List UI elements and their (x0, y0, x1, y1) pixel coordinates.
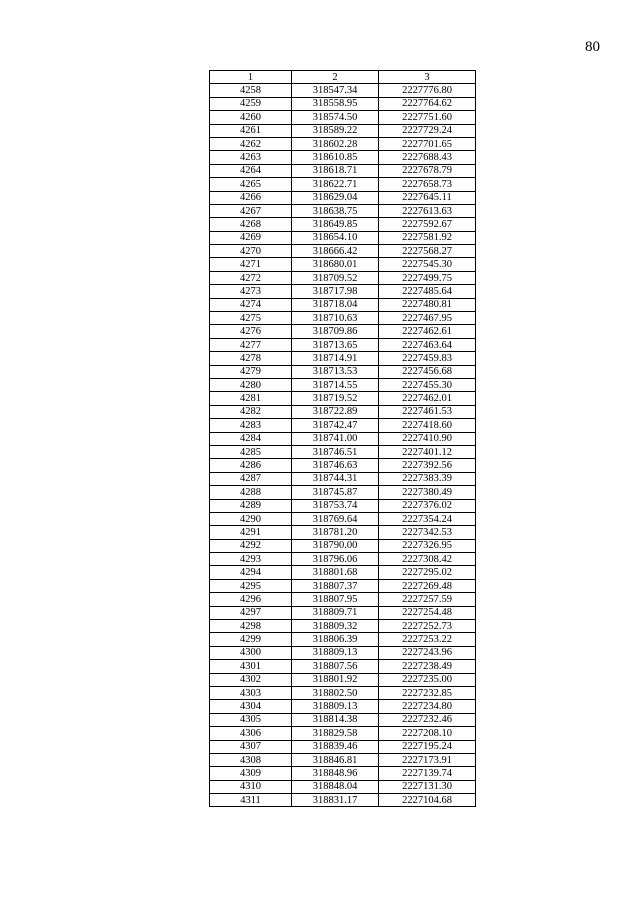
table-header-row (210, 71, 476, 84)
point-number-cell: 4288 (210, 486, 292, 499)
x-coordinate-cell: 318741.00 (292, 432, 379, 445)
table-row (210, 620, 476, 633)
y-coordinate-cell: 2227410.90 (379, 432, 476, 445)
table-row (210, 151, 476, 164)
x-coordinate-cell: 318610.85 (292, 151, 379, 164)
x-coordinate-cell: 318809.71 (292, 606, 379, 619)
x-coordinate-cell: 318713.53 (292, 365, 379, 378)
y-coordinate-cell: 2227235.00 (379, 673, 476, 686)
x-coordinate-cell: 318574.50 (292, 111, 379, 124)
x-coordinate-cell: 318745.87 (292, 486, 379, 499)
y-coordinate-cell: 2227568.27 (379, 245, 476, 258)
x-coordinate-cell: 318790.00 (292, 539, 379, 552)
table-row (210, 753, 476, 766)
point-number-cell: 4277 (210, 338, 292, 351)
y-coordinate-cell: 2227592.67 (379, 218, 476, 231)
x-coordinate-cell: 318709.86 (292, 325, 379, 338)
y-coordinate-cell: 2227342.53 (379, 526, 476, 539)
point-number-cell: 4287 (210, 472, 292, 485)
table-row (210, 432, 476, 445)
y-coordinate-cell: 2227104.68 (379, 794, 476, 807)
point-number-cell: 4271 (210, 258, 292, 271)
point-number-cell: 4270 (210, 245, 292, 258)
x-coordinate-cell: 318602.28 (292, 137, 379, 150)
y-coordinate-cell: 2227459.83 (379, 352, 476, 365)
table-row (210, 526, 476, 539)
table-row (210, 312, 476, 325)
y-coordinate-cell: 2227238.49 (379, 660, 476, 673)
table-row (210, 686, 476, 699)
table-row (210, 579, 476, 592)
point-number-cell: 4303 (210, 686, 292, 699)
table-row (210, 445, 476, 458)
y-coordinate-cell: 2227581.92 (379, 231, 476, 244)
y-coordinate-cell: 2227195.24 (379, 740, 476, 753)
x-coordinate-cell: 318680.01 (292, 258, 379, 271)
x-coordinate-cell: 318649.85 (292, 218, 379, 231)
y-coordinate-cell: 2227308.42 (379, 553, 476, 566)
point-number-cell: 4264 (210, 164, 292, 177)
x-coordinate-cell: 318781.20 (292, 526, 379, 539)
table-row (210, 365, 476, 378)
x-coordinate-cell: 318809.13 (292, 646, 379, 659)
point-number-cell: 4260 (210, 111, 292, 124)
y-coordinate-cell: 2227326.95 (379, 539, 476, 552)
table-row (210, 245, 476, 258)
x-coordinate-cell: 318769.64 (292, 512, 379, 525)
x-coordinate-cell: 318654.10 (292, 231, 379, 244)
table-row (210, 137, 476, 150)
y-coordinate-cell: 2227232.85 (379, 686, 476, 699)
point-number-cell: 4294 (210, 566, 292, 579)
point-number-cell: 4306 (210, 727, 292, 740)
point-number-cell: 4299 (210, 633, 292, 646)
x-coordinate-cell: 318839.46 (292, 740, 379, 753)
point-number-cell: 4286 (210, 459, 292, 472)
table-row (210, 459, 476, 472)
x-coordinate-cell: 318829.58 (292, 727, 379, 740)
y-coordinate-cell: 2227401.12 (379, 445, 476, 458)
x-coordinate-cell: 318806.39 (292, 633, 379, 646)
table-row (210, 392, 476, 405)
x-coordinate-cell: 318719.52 (292, 392, 379, 405)
point-number-cell: 4265 (210, 178, 292, 191)
point-number-cell: 4300 (210, 646, 292, 659)
y-coordinate-cell: 2227234.80 (379, 700, 476, 713)
y-coordinate-cell: 2227467.95 (379, 312, 476, 325)
x-coordinate-cell: 318742.47 (292, 419, 379, 432)
x-coordinate-cell: 318638.75 (292, 204, 379, 217)
table-row (210, 338, 476, 351)
table-row (210, 486, 476, 499)
table-row (210, 512, 476, 525)
table-row (210, 231, 476, 244)
table-row (210, 553, 476, 566)
x-coordinate-cell: 318848.04 (292, 780, 379, 793)
point-number-cell: 4279 (210, 365, 292, 378)
y-coordinate-cell: 2227232.46 (379, 713, 476, 726)
y-coordinate-cell: 2227257.59 (379, 593, 476, 606)
table-row (210, 325, 476, 338)
point-number-cell: 4273 (210, 285, 292, 298)
y-coordinate-cell: 2227376.02 (379, 499, 476, 512)
table-row (210, 660, 476, 673)
point-number-cell: 4258 (210, 84, 292, 97)
point-number-cell: 4267 (210, 204, 292, 217)
table-row (210, 646, 476, 659)
point-number-cell: 4283 (210, 419, 292, 432)
table-row (210, 794, 476, 807)
x-coordinate-cell: 318629.04 (292, 191, 379, 204)
table-row (210, 378, 476, 391)
y-coordinate-cell: 2227729.24 (379, 124, 476, 137)
y-coordinate-cell: 2227678.79 (379, 164, 476, 177)
x-coordinate-cell: 318589.22 (292, 124, 379, 137)
y-coordinate-cell: 2227499.75 (379, 271, 476, 284)
point-number-cell: 4289 (210, 499, 292, 512)
y-coordinate-cell: 2227139.74 (379, 767, 476, 780)
table-row (210, 352, 476, 365)
point-number-cell: 4281 (210, 392, 292, 405)
table-row (210, 713, 476, 726)
y-coordinate-cell: 2227254.48 (379, 606, 476, 619)
table-row (210, 191, 476, 204)
point-number-cell: 4293 (210, 553, 292, 566)
y-coordinate-cell: 2227776.80 (379, 84, 476, 97)
y-coordinate-cell: 2227701.65 (379, 137, 476, 150)
x-coordinate-cell: 318547.34 (292, 84, 379, 97)
point-number-cell: 4308 (210, 753, 292, 766)
point-number-cell: 4292 (210, 539, 292, 552)
point-number-cell: 4284 (210, 432, 292, 445)
y-coordinate-cell: 2227764.62 (379, 97, 476, 110)
x-coordinate-cell: 318722.89 (292, 405, 379, 418)
point-number-cell: 4274 (210, 298, 292, 311)
x-coordinate-cell: 318848.96 (292, 767, 379, 780)
table-row (210, 204, 476, 217)
y-coordinate-cell: 2227243.96 (379, 646, 476, 659)
point-number-cell: 4269 (210, 231, 292, 244)
y-coordinate-cell: 2227463.64 (379, 338, 476, 351)
y-coordinate-cell: 2227295.02 (379, 566, 476, 579)
table-row (210, 472, 476, 485)
table-row (210, 767, 476, 780)
table-row (210, 298, 476, 311)
x-coordinate-cell: 318714.91 (292, 352, 379, 365)
point-number-cell: 4285 (210, 445, 292, 458)
table-row (210, 97, 476, 110)
point-number-cell: 4310 (210, 780, 292, 793)
point-number-cell: 4304 (210, 700, 292, 713)
point-number-cell: 4263 (210, 151, 292, 164)
x-coordinate-cell: 318753.74 (292, 499, 379, 512)
y-coordinate-cell: 2227485.64 (379, 285, 476, 298)
table-row (210, 258, 476, 271)
point-number-cell: 4309 (210, 767, 292, 780)
x-coordinate-cell: 318807.95 (292, 593, 379, 606)
x-coordinate-cell: 318796.06 (292, 553, 379, 566)
y-coordinate-cell: 2227418.60 (379, 419, 476, 432)
point-number-cell: 4301 (210, 660, 292, 673)
table-row (210, 419, 476, 432)
x-coordinate-cell: 318717.98 (292, 285, 379, 298)
y-coordinate-cell: 2227688.43 (379, 151, 476, 164)
x-coordinate-cell: 318809.32 (292, 620, 379, 633)
y-coordinate-cell: 2227613.63 (379, 204, 476, 217)
table-row (210, 593, 476, 606)
point-number-cell: 4276 (210, 325, 292, 338)
table-body (210, 84, 476, 807)
table-row (210, 499, 476, 512)
x-coordinate-cell: 318746.63 (292, 459, 379, 472)
x-coordinate-cell: 318807.56 (292, 660, 379, 673)
table-row (210, 271, 476, 284)
y-coordinate-cell: 2227383.39 (379, 472, 476, 485)
point-number-cell: 4268 (210, 218, 292, 231)
x-coordinate-cell: 318618.71 (292, 164, 379, 177)
table-row (210, 178, 476, 191)
point-number-cell: 4296 (210, 593, 292, 606)
page-number: 80 (585, 39, 600, 55)
point-number-cell: 4259 (210, 97, 292, 110)
point-number-cell: 4275 (210, 312, 292, 325)
y-coordinate-cell: 2227269.48 (379, 579, 476, 592)
y-coordinate-cell: 2227208.10 (379, 727, 476, 740)
x-coordinate-cell: 318802.50 (292, 686, 379, 699)
point-number-cell: 4297 (210, 606, 292, 619)
table-row (210, 740, 476, 753)
x-coordinate-cell: 318809.13 (292, 700, 379, 713)
y-coordinate-cell: 2227461.53 (379, 405, 476, 418)
column-header-1: 1 (210, 71, 292, 84)
table-row (210, 405, 476, 418)
point-number-cell: 4298 (210, 620, 292, 633)
table-row (210, 780, 476, 793)
point-number-cell: 4282 (210, 405, 292, 418)
x-coordinate-cell: 318622.71 (292, 178, 379, 191)
point-number-cell: 4291 (210, 526, 292, 539)
point-number-cell: 4302 (210, 673, 292, 686)
y-coordinate-cell: 2227253.22 (379, 633, 476, 646)
y-coordinate-cell: 2227645.11 (379, 191, 476, 204)
y-coordinate-cell: 2227173.91 (379, 753, 476, 766)
point-number-cell: 4311 (210, 794, 292, 807)
y-coordinate-cell: 2227462.61 (379, 325, 476, 338)
point-number-cell: 4266 (210, 191, 292, 204)
point-number-cell: 4305 (210, 713, 292, 726)
y-coordinate-cell: 2227455.30 (379, 378, 476, 391)
y-coordinate-cell: 2227392.56 (379, 459, 476, 472)
table-row (210, 285, 476, 298)
table-row (210, 633, 476, 646)
point-number-cell: 4280 (210, 378, 292, 391)
x-coordinate-cell: 318713.65 (292, 338, 379, 351)
table-row (210, 111, 476, 124)
y-coordinate-cell: 2227480.81 (379, 298, 476, 311)
table-row (210, 218, 476, 231)
point-number-cell: 4278 (210, 352, 292, 365)
x-coordinate-cell: 318709.52 (292, 271, 379, 284)
x-coordinate-cell: 318666.42 (292, 245, 379, 258)
table-row (210, 84, 476, 97)
point-number-cell: 4295 (210, 579, 292, 592)
y-coordinate-cell: 2227380.49 (379, 486, 476, 499)
x-coordinate-cell: 318801.68 (292, 566, 379, 579)
table-row (210, 566, 476, 579)
y-coordinate-cell: 2227456.68 (379, 365, 476, 378)
y-coordinate-cell: 2227252.73 (379, 620, 476, 633)
x-coordinate-cell: 318710.63 (292, 312, 379, 325)
coordinates-table (209, 70, 476, 807)
x-coordinate-cell: 318807.37 (292, 579, 379, 592)
x-coordinate-cell: 318718.04 (292, 298, 379, 311)
x-coordinate-cell: 318846.81 (292, 753, 379, 766)
point-number-cell: 4290 (210, 512, 292, 525)
point-number-cell: 4261 (210, 124, 292, 137)
y-coordinate-cell: 2227354.24 (379, 512, 476, 525)
x-coordinate-cell: 318831.17 (292, 794, 379, 807)
y-coordinate-cell: 2227658.73 (379, 178, 476, 191)
x-coordinate-cell: 318558.95 (292, 97, 379, 110)
point-number-cell: 4262 (210, 137, 292, 150)
y-coordinate-cell: 2227751.60 (379, 111, 476, 124)
x-coordinate-cell: 318714.55 (292, 378, 379, 391)
table-row (210, 673, 476, 686)
column-header-2: 2 (292, 71, 379, 84)
y-coordinate-cell: 2227545.30 (379, 258, 476, 271)
table-row (210, 727, 476, 740)
table-row (210, 700, 476, 713)
x-coordinate-cell: 318746.51 (292, 445, 379, 458)
x-coordinate-cell: 318814.38 (292, 713, 379, 726)
table-row (210, 164, 476, 177)
table-row (210, 539, 476, 552)
point-number-cell: 4272 (210, 271, 292, 284)
x-coordinate-cell: 318801.92 (292, 673, 379, 686)
y-coordinate-cell: 2227131.30 (379, 780, 476, 793)
point-number-cell: 4307 (210, 740, 292, 753)
y-coordinate-cell: 2227462.01 (379, 392, 476, 405)
table-row (210, 124, 476, 137)
column-header-3: 3 (379, 71, 476, 84)
table-row (210, 606, 476, 619)
x-coordinate-cell: 318744.31 (292, 472, 379, 485)
